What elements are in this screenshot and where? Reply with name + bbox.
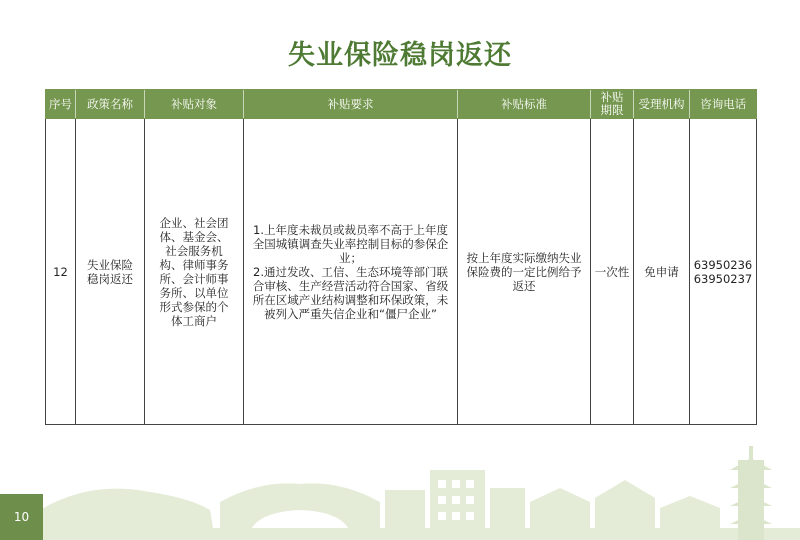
phone-1: 63950236 xyxy=(693,257,753,272)
cell-name: 失业保险稳岗返还 xyxy=(76,119,145,425)
cell-agency: 免申请 xyxy=(634,119,690,425)
requirement-1: 1.上年度未裁员或裁员率不高于上年度全国城镇调查失业率控制目标的参保企业； xyxy=(252,222,449,265)
policy-table xyxy=(45,89,757,425)
cell-target: 企业、社会团体、基金会、社会服务机构、律师事务所、会计师事务所、以单位形式参保的个体工商户 xyxy=(145,119,244,425)
header-name: 政策名称 xyxy=(76,90,145,119)
header-phone: 咨询电话 xyxy=(690,90,757,119)
cell-standard: 按上年度实际缴纳失业保险费的一定比例给予返还 xyxy=(458,119,591,425)
page-number: 10 xyxy=(0,494,43,540)
table-row xyxy=(46,119,757,425)
header-requirements: 补贴要求 xyxy=(244,90,458,119)
cell-requirements xyxy=(244,119,458,425)
header-period xyxy=(591,90,634,119)
cell-index: 12 xyxy=(46,119,76,425)
header-standard: 补贴标准 xyxy=(458,90,591,119)
table-header-row xyxy=(46,90,757,119)
cell-period: 一次性 xyxy=(591,119,634,425)
city-skyline-illustration xyxy=(0,440,800,540)
cell-phone xyxy=(690,119,757,425)
phone-2: 63950237 xyxy=(693,271,753,286)
header-period-line2: 期限 xyxy=(600,103,624,117)
header-index: 序号 xyxy=(46,90,76,119)
requirement-2: 2.通过发改、工信、生态环境等部门联合审核、生产经营活动符合国家、省级所在区域产业结构调整和环保政策，未被列入严重失信企业和“僵尸企业” xyxy=(252,264,449,321)
page-title: 失业保险稳岗返还 xyxy=(288,40,512,71)
header-period-line1: 补贴 xyxy=(600,90,624,104)
header-target: 补贴对象 xyxy=(145,90,244,119)
header-agency: 受理机构 xyxy=(634,90,690,119)
